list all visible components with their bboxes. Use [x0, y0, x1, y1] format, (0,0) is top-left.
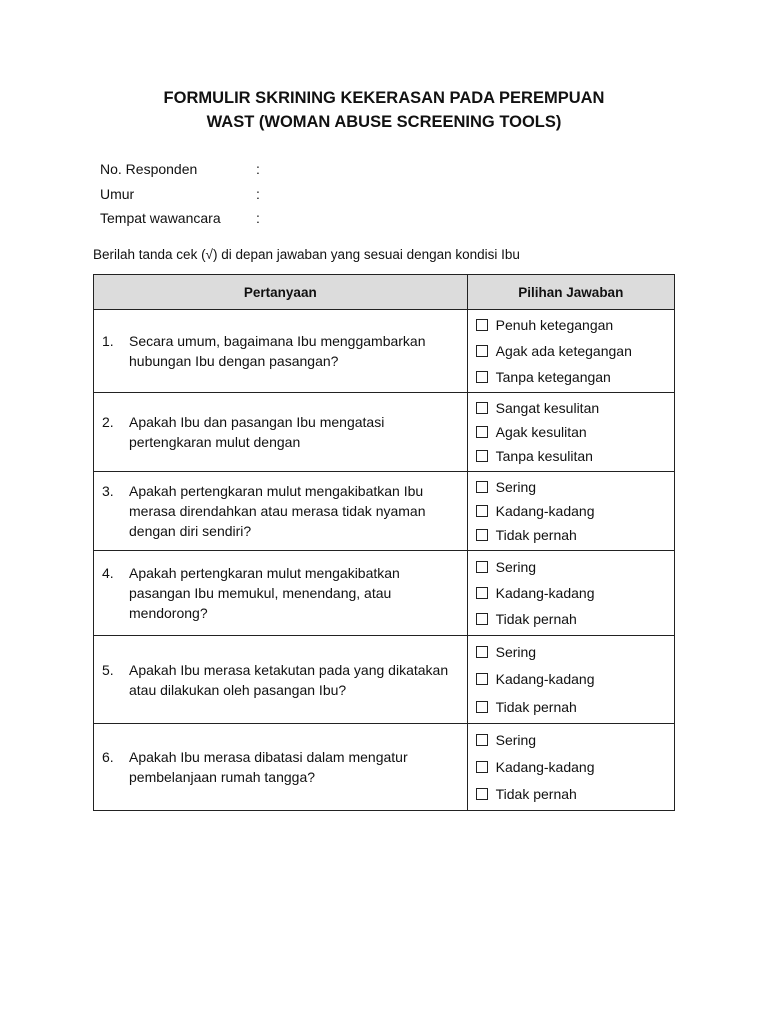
- field-separator: :: [256, 161, 260, 177]
- answer-option-label: Tidak pernah: [495, 698, 577, 715]
- answer-options: [468, 552, 674, 635]
- header-question: Pertanyaan: [94, 275, 468, 310]
- table-row: [94, 551, 675, 636]
- form-title-line1: FORMULIR SKRINING KEKERASAN PADA PEREMPUAN: [163, 89, 605, 107]
- question-cell: [94, 724, 468, 811]
- checkbox-icon[interactable]: [476, 673, 488, 685]
- checkbox-icon[interactable]: [476, 505, 488, 517]
- answer-option-label: Sering: [495, 732, 537, 748]
- form-title-line2: WAST (WOMAN ABUSE SCREENING TOOLS): [206, 113, 562, 131]
- answer-option[interactable]: [476, 727, 674, 754]
- question-text: Apakah pertengkaran mulut mengakibatkan pasangan Ibu memukul, menendang, atau mendorong?: [129, 565, 400, 621]
- answer-option-label: Sering: [495, 558, 537, 575]
- answer-option[interactable]: [476, 754, 674, 781]
- answer-option[interactable]: [476, 781, 674, 808]
- question: [94, 563, 467, 623]
- answer-option[interactable]: [476, 666, 674, 693]
- question-text: Apakah Ibu dan pasangan Ibu mengatasi pertengkaran mulut dengan: [129, 414, 385, 450]
- answer-option[interactable]: [476, 523, 674, 547]
- table-row: [94, 393, 675, 472]
- answer-option-label: Sangat kesulitan: [495, 399, 600, 416]
- question-number: 2.: [102, 414, 114, 430]
- field-separator: :: [256, 210, 260, 226]
- answer-option-label: Kadang-kadang: [495, 502, 595, 519]
- header-answers: Pilihan Jawaban: [467, 275, 674, 310]
- question-text: Apakah Ibu merasa dibatasi dalam mengatur pembelanjaan rumah tangga?: [129, 749, 408, 785]
- answer-option-label: Tidak pernah: [495, 611, 577, 628]
- answer-option-label: Tidak pernah: [495, 527, 577, 544]
- answer-options: [468, 637, 674, 723]
- answer-option-label: Kadang-kadang: [495, 584, 595, 601]
- table-row: [94, 724, 675, 811]
- instruction-text: Berilah tanda cek (√) di depan jawaban yang sesuai dengan kondisi Ibu: [93, 247, 520, 262]
- answer-option-label: Tanpa ketegangan: [495, 368, 611, 385]
- answer-cell: [467, 393, 674, 472]
- answer-cell: [467, 310, 674, 393]
- answer-cell: [467, 472, 674, 551]
- field-separator: :: [256, 185, 260, 202]
- table-row: [94, 636, 675, 724]
- question-text: Secara umum, bagaimana Ibu menggambarkan hubungan Ibu dengan pasangan?: [129, 333, 426, 369]
- checkbox-icon[interactable]: [476, 613, 488, 625]
- answer-option-label: Sering: [495, 644, 537, 661]
- question: [94, 412, 467, 452]
- checkbox-icon[interactable]: [476, 481, 488, 493]
- field-row: [100, 159, 260, 184]
- answer-option[interactable]: [476, 499, 674, 523]
- question: [94, 747, 467, 787]
- checkbox-icon[interactable]: [476, 402, 488, 414]
- checkbox-icon[interactable]: [476, 734, 488, 746]
- checkbox-icon[interactable]: [476, 587, 488, 599]
- answer-option[interactable]: [476, 313, 674, 339]
- answer-option[interactable]: [476, 580, 674, 606]
- answer-option[interactable]: [476, 396, 674, 420]
- checkbox-icon[interactable]: [476, 701, 488, 713]
- answer-option[interactable]: [476, 364, 674, 390]
- checkbox-icon[interactable]: [476, 529, 488, 541]
- checkbox-icon[interactable]: [476, 561, 488, 573]
- field-row: [100, 208, 260, 233]
- question: [94, 331, 467, 371]
- form-title: [0, 86, 768, 134]
- field-row: [100, 184, 260, 209]
- answer-cell: [467, 551, 674, 636]
- answer-options: [468, 394, 674, 471]
- question-cell: [94, 393, 468, 472]
- answer-option[interactable]: [476, 554, 674, 580]
- table-row: [94, 472, 675, 551]
- answer-option[interactable]: [476, 639, 674, 666]
- checkbox-icon[interactable]: [476, 426, 488, 438]
- answer-options: [468, 311, 674, 392]
- answer-cell: [467, 636, 674, 724]
- question-text: Apakah Ibu merasa ketakutan pada yang dikatakan atau dilakukan oleh pasangan Ibu?: [129, 661, 449, 698]
- question-number: 6.: [102, 749, 114, 765]
- answer-option-label: Sering: [495, 478, 537, 495]
- answer-option-label: Kadang-kadang: [495, 671, 595, 688]
- answer-option[interactable]: [476, 606, 674, 632]
- answer-option-label: Kadang-kadang: [495, 759, 595, 775]
- answer-option[interactable]: [476, 475, 674, 499]
- checkbox-icon[interactable]: [476, 646, 488, 658]
- question-text: Apakah pertengkaran mulut mengakibatkan Ibu merasa direndahkan atau merasa tidak nyaman dengan diri sendiri?: [129, 483, 426, 539]
- answer-option[interactable]: [476, 338, 674, 364]
- screening-table: [93, 274, 675, 811]
- question-cell: [94, 551, 468, 636]
- checkbox-icon[interactable]: [476, 788, 488, 800]
- answer-cell: [467, 724, 674, 811]
- checkbox-icon[interactable]: [476, 319, 488, 331]
- question-number: 1.: [102, 333, 114, 349]
- answer-option[interactable]: [476, 444, 674, 468]
- question-number: 5.: [102, 661, 114, 678]
- answer-option-label: Tidak pernah: [495, 786, 577, 802]
- answer-option-label: Penuh ketegangan: [495, 317, 614, 334]
- checkbox-icon[interactable]: [476, 761, 488, 773]
- table-header-row: [94, 275, 675, 310]
- answer-option[interactable]: [476, 420, 674, 444]
- question: [94, 660, 467, 700]
- table-row: [94, 310, 675, 393]
- field-label: Umur: [100, 185, 135, 202]
- answer-option[interactable]: [476, 693, 674, 720]
- checkbox-icon[interactable]: [476, 371, 488, 383]
- answer-option-label: Agak kesulitan: [495, 423, 587, 440]
- answer-options: [468, 725, 674, 810]
- answer-options: [468, 473, 674, 550]
- checkbox-icon[interactable]: [476, 450, 488, 462]
- respondent-fields: [100, 159, 260, 233]
- checkbox-icon[interactable]: [476, 345, 488, 357]
- question-number: 4.: [102, 565, 114, 581]
- question-cell: [94, 472, 468, 551]
- field-label: Tempat wawancara: [100, 210, 221, 226]
- answer-option-label: Tanpa kesulitan: [495, 448, 593, 465]
- question-number: 3.: [102, 483, 114, 499]
- field-label: No. Responden: [100, 161, 198, 177]
- answer-option-label: Agak ada ketegangan: [495, 343, 632, 359]
- question-cell: [94, 310, 468, 393]
- question: [94, 481, 467, 541]
- question-cell: [94, 636, 468, 724]
